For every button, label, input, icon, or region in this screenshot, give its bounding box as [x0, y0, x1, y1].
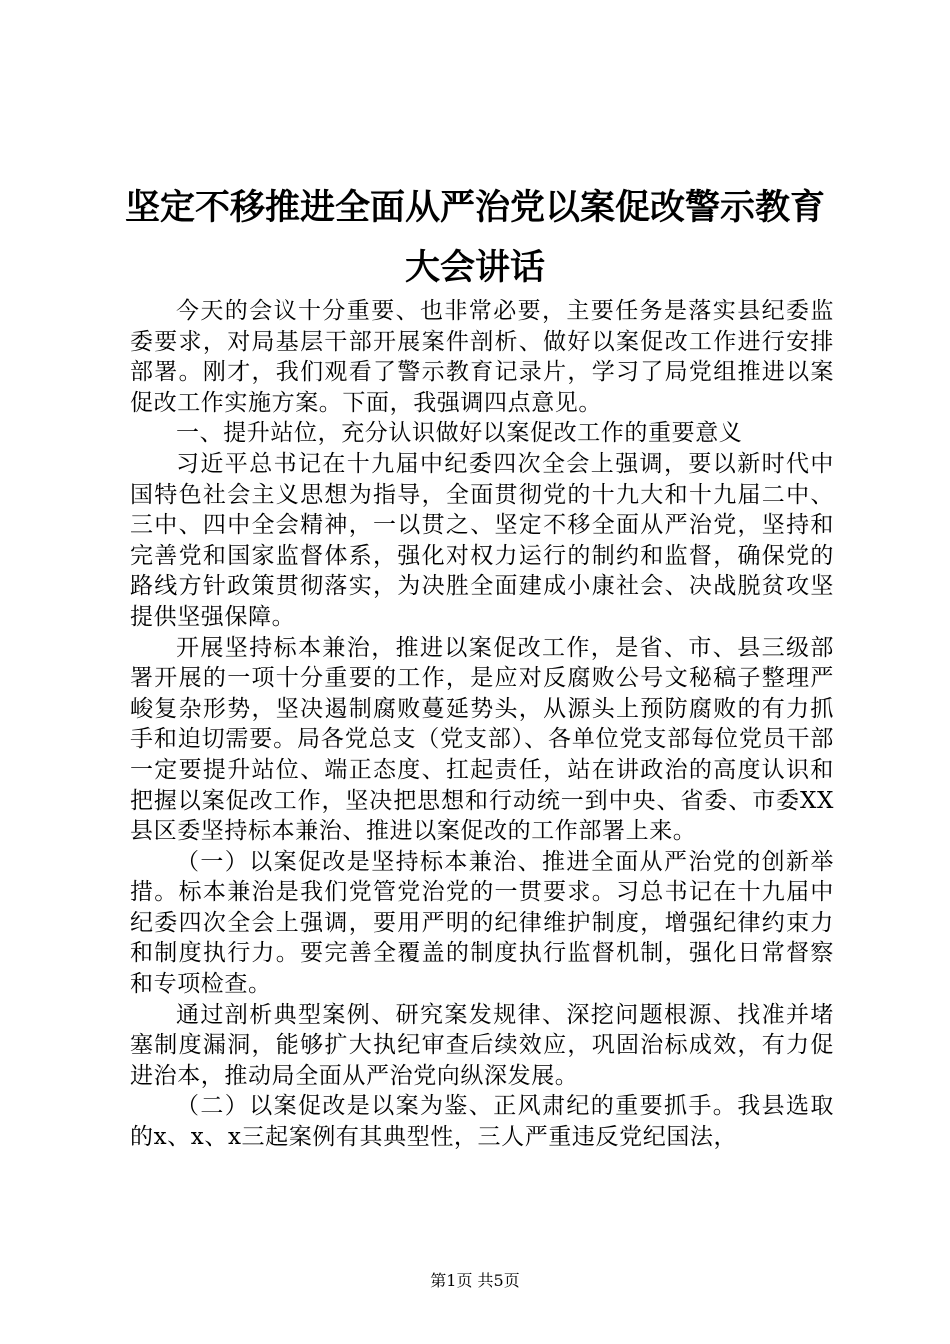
- document-title-line-1: 坚定不移推进全面从严治党以案促改警示教育: [124, 187, 825, 228]
- document-title-line-2: 大会讲话: [404, 247, 545, 288]
- paragraph-intro: 今天的会议十分重要、也非常必要，主要任务是落实县纪委监委要求，对局基层干部开展案件剖析、做好以案促改工作进行安排部署。刚才，我们观看了警示教育记录片，学习了局党组推进以案促改工作实施方案。下面，我强调四点意见。: [130, 298, 834, 416]
- paragraph-subsection-1: （一）以案促改是坚持标本兼治、推进全面从严治党的创新举措。标本兼治是我们党管党治党的一贯要求。习总书记在十九届中纪委四次全会上强调，要用严明的纪律维护制度，增强纪律约束力和制度执行力。要完善全覆盖的制度执行监督机制，强化日常督察和专项检查。: [130, 848, 834, 998]
- document-body: [130, 296, 834, 1153]
- paragraph-work-deployment: 开展坚持标本兼治，推进以案促改工作，是省、市、县三级部署开展的一项十分重要的工作，是应对反腐败公号文秘稿子整理严峻复杂形势，坚决遏制腐败蔓延势头，从源头上预防腐败的有力抓手和迫切需要。局各党总支（党支部）、各单位党支部每位党员干部一定要提升站位、端正态度、扛起责任，站在讲政治的高度认识和把握以案促改工作，坚决把思想和行动统一到中央、省委、市委XX县区委坚持标本兼治、推进以案促改的工作部署上来。: [130, 634, 834, 845]
- page-footer: 第1页 共5页: [430, 1271, 520, 1290]
- paragraph-subsection-2: （二）以案促改是以案为鉴、正风肃纪的重要抓手。我县选取的x、x、x三起案例有其典型性，三人严重违反党纪国法，: [130, 1093, 834, 1151]
- paragraph-xi-speech: 习近平总书记在十九届中纪委四次全会上强调，要以新时代中国特色社会主义思想为指导，全面贯彻党的十九大和十九届二中、三中、四中全会精神，一以贯之、坚定不移全面从严治党，坚持和完善党和国家监督体系，强化对权力运行的制约和监督，确保党的路线方针政策贯彻落实，为决胜全面建成小康社会、决战脱贫攻坚提供坚强保障。: [130, 450, 834, 630]
- section-heading-1: 一、提升站位，充分认识做好以案促改工作的重要意义: [176, 420, 743, 447]
- paragraph-case-analysis: 通过剖析典型案例、研究案发规律、深挖问题根源、找准并堵塞制度漏洞，能够扩大执纪审查后续效应，巩固治标成效，有力促进治本，推动局全面从严治党向纵深发展。: [130, 1001, 834, 1089]
